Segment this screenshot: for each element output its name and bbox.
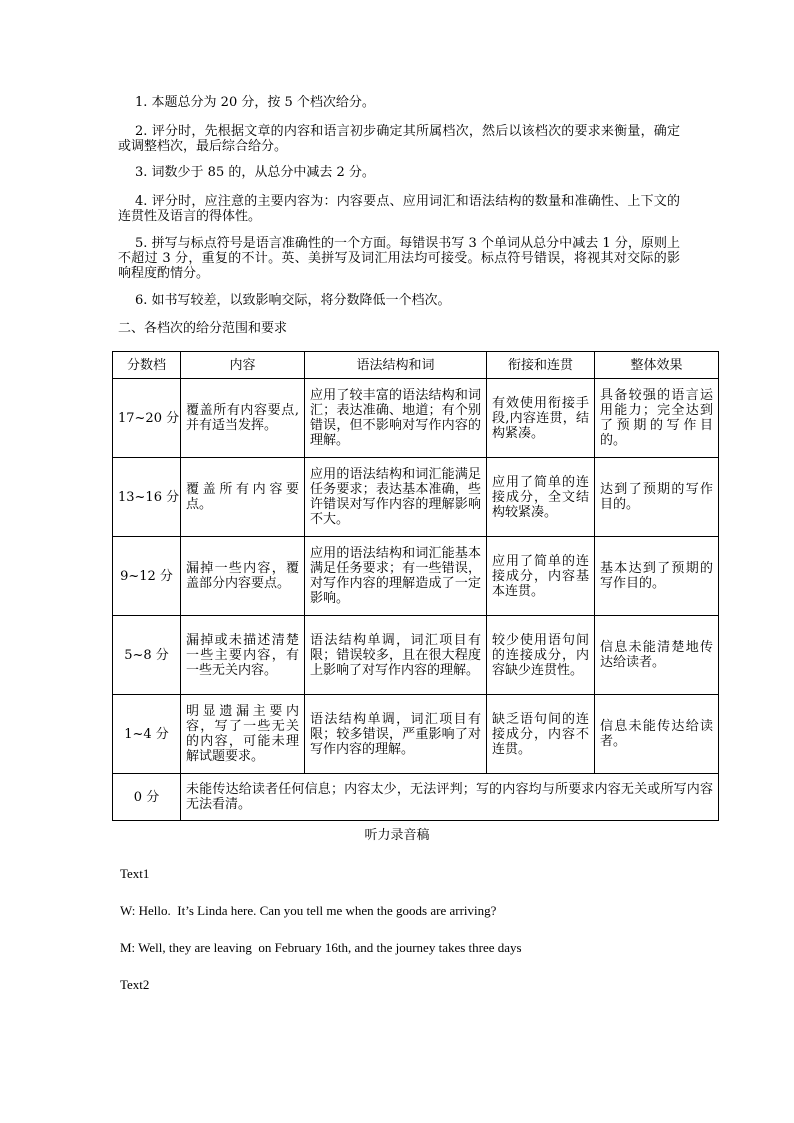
row-grammar: 应用的语法结构和词汇能基本满足任务要求；有一些错误，对写作内容的理解造成了一定影响。 xyxy=(305,537,487,616)
table-row xyxy=(113,537,719,616)
row-effect: 基本达到了预期的写作目的。 xyxy=(595,537,719,616)
row-cohesion: 有效使用衔接手段,内容连贯，结构紧凑。 xyxy=(487,379,595,458)
row-grammar: 语法结构单调，词汇项目有限；错误较多，且在很大程度上影响了对写作内容的理解。 xyxy=(305,616,487,695)
table-row xyxy=(113,616,719,695)
row-content: 覆盖所有内容要点。 xyxy=(181,458,305,537)
dialogue-line-m: M: Well, they are leaving on February 16th, and the journey takes three days xyxy=(120,940,522,955)
row-score: 0 分 xyxy=(113,774,181,821)
table-header-row xyxy=(113,352,719,379)
rule-4: 4. 评分时，应注意的主要内容为：内容要点、应用词汇和语法结构的数量和准确性、上下文的连贯性及语言的得体性。 xyxy=(118,194,680,224)
row-content: 漏掉一些内容，覆盖部分内容要点。 xyxy=(181,537,305,616)
row-score: 5~8 分 xyxy=(113,616,181,695)
rule-6: 6. 如书写较差，以致影响交际，将分数降低一个档次。 xyxy=(135,293,451,308)
section-heading: 二、各档次的给分范围和要求 xyxy=(118,321,288,336)
header-cohesion: 衔接和连贯 xyxy=(487,352,595,379)
rule-2: 2. 评分时，先根据文章的内容和语言初步确定其所属档次，然后以该档次的要求来衡量，确定或调整档次，最后综合给分。 xyxy=(118,124,680,154)
rule-1: 1. 本题总分为 20 分，按 5 个档次给分。 xyxy=(135,95,375,110)
row-cohesion: 缺乏语句间的连接成分，内容不连贯。 xyxy=(487,695,595,774)
row-effect: 具备较强的语言运用能力；完全达到了预期的写作目的。 xyxy=(595,379,719,458)
text1-label: Text1 xyxy=(120,866,150,881)
row-cohesion: 应用了简单的连接成分，全文结构较紧凑。 xyxy=(487,458,595,537)
row-effect: 达到了预期的写作目的。 xyxy=(595,458,719,537)
row-content: 漏掉或未描述清楚一些主要内容，有一些无关内容。 xyxy=(181,616,305,695)
row-score: 17~20 分 xyxy=(113,379,181,458)
row-grammar: 应用的语法结构和词汇能满足任务要求；表达基本准确，些许错误对写作内容的理解影响不大。 xyxy=(305,458,487,537)
row-score: 1~4 分 xyxy=(113,695,181,774)
row-effect: 信息未能传达给读者。 xyxy=(595,695,719,774)
table-row xyxy=(113,458,719,537)
dialogue-line-w: W: Hello. It’s Linda here. Can you tell me when the goods are arriving? xyxy=(120,903,497,918)
rule-5: 5. 拼写与标点符号是语言准确性的一个方面。每错误书写 3 个单词从总分中减去 1 分，原则上不超过 3 分，重复的不计。英、美拼写及词汇用法均可接受。标点符号错误，将视其对交际的影响程度酌情分。 xyxy=(118,236,680,281)
row-content: 覆盖所有内容要点,并有适当发挥。 xyxy=(181,379,305,458)
row-score: 9~12 分 xyxy=(113,537,181,616)
table-row xyxy=(113,695,719,774)
header-grammar: 语法结构和词 xyxy=(305,352,487,379)
row-score: 13~16 分 xyxy=(113,458,181,537)
rule-3: 3. 词数少于 85 的，从总分中减去 2 分。 xyxy=(135,165,375,180)
header-effect: 整体效果 xyxy=(595,352,719,379)
row-cohesion: 应用了简单的连接成分，内容基本连贯。 xyxy=(487,537,595,616)
row-grammar: 应用了较丰富的语法结构和词汇；表达准确、地道；有个别错误，但不影响对写作内容的理解。 xyxy=(305,379,487,458)
scoring-table xyxy=(112,351,719,821)
row-cohesion: 较少使用语句间的连接成分，内容缺少连贯性。 xyxy=(487,616,595,695)
table-row xyxy=(113,379,719,458)
row-effect: 信息未能清楚地传达给读者。 xyxy=(595,616,719,695)
header-content: 内容 xyxy=(181,352,305,379)
table-row-zero xyxy=(113,774,719,821)
row-content: 明显遗漏主要内容，写了一些无关的内容，可能未理解试题要求。 xyxy=(181,695,305,774)
zero-row-description: 未能传达给读者任何信息；内容太少，无法评判；写的内容均与所要求内容无关或所写内容无法看清。 xyxy=(181,774,719,821)
row-grammar: 语法结构单调，词汇项目有限；较多错误，严重影响了对写作内容的理解。 xyxy=(305,695,487,774)
text2-label: Text2 xyxy=(120,977,150,992)
transcript-title: 听力录音稿 xyxy=(364,828,430,843)
header-score: 分数档 xyxy=(113,352,181,379)
